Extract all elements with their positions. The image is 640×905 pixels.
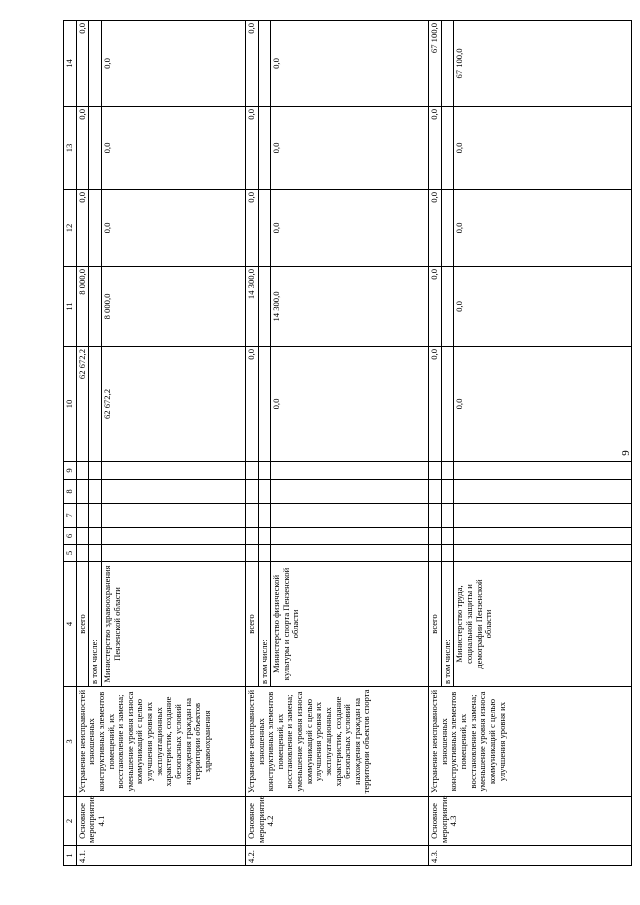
value-cell: 0,0 <box>101 21 245 107</box>
value-cell <box>245 528 258 545</box>
value-cell: 62 672,2 <box>101 347 245 462</box>
value-cell: 0,0 <box>101 190 245 267</box>
value-cell <box>271 528 429 545</box>
value-cell <box>454 504 632 528</box>
page-number: 9 <box>620 450 632 456</box>
value-cell: 0,0 <box>271 190 429 267</box>
row-number: 4.3. <box>429 846 632 866</box>
value-cell: 67 100,0 <box>429 21 442 107</box>
value-cell: 0,0 <box>454 267 632 347</box>
value-cell: 0,0 <box>271 21 429 107</box>
value-cell <box>76 545 89 562</box>
event-name: Основное мероприятие 4.1 <box>76 797 245 846</box>
value-cell <box>101 545 245 562</box>
header-cell: 2 <box>64 797 77 846</box>
value-cell <box>454 545 632 562</box>
event-description: Устранение неисправностей изношенных конструктивных элементов помещений, их восстановление и замена; уменьшение уровня износа коммуникаций с целью улучшения уровня их <box>429 687 632 797</box>
value-cell <box>245 545 258 562</box>
value-cell <box>101 504 245 528</box>
value-cell: 0,0 <box>101 107 245 190</box>
program-table <box>63 20 632 866</box>
total-label: всего <box>429 562 442 687</box>
header-cell: 1 <box>64 846 77 866</box>
header-cell: 6 <box>64 528 77 545</box>
value-cell: 0,0 <box>454 190 632 267</box>
value-cell: 0,0 <box>429 190 442 267</box>
value-cell <box>245 480 258 504</box>
value-cell <box>76 504 89 528</box>
value-cell: 0,0 <box>429 347 442 462</box>
value-cell: 14 300,0 <box>271 267 429 347</box>
value-cell: 8 000,0 <box>76 267 89 347</box>
row-number: 4.1. <box>76 846 245 866</box>
event-description: Устранение неисправностей изношенных конструктивных элементов помещений, их восстановление и замена; уменьшение уровня износа коммуникаций с целью улучшения уровня их эксплуатационных характеристик, создание безопасных условий нахождения граждан на территории объектов здравоохранения <box>76 687 245 797</box>
row-number: 4.2. <box>245 846 428 866</box>
event-description: Устранение неисправностей изношенных конструктивных элементов помещений, их восстановление и замена; уменьшение уровня износа коммуникаций с целью улучшения уровня их эксплуатационных характеристик, создание безопасных условий нахождения граждан на территории объектов спорта <box>245 687 428 797</box>
value-cell: 14 300,0 <box>245 267 258 347</box>
value-cell: 0,0 <box>76 21 89 107</box>
value-cell: 0,0 <box>429 267 442 347</box>
value-cell <box>454 528 632 545</box>
value-cell <box>429 528 442 545</box>
value-cell: 0,0 <box>245 21 258 107</box>
incl-label: в том числе: <box>441 562 454 687</box>
value-cell: 67 100,0 <box>454 21 632 107</box>
incl-label: в том числе: <box>89 562 102 687</box>
table-row-total <box>245 21 258 866</box>
total-label: всего <box>76 562 89 687</box>
value-cell <box>271 480 429 504</box>
value-cell: 0,0 <box>245 190 258 267</box>
value-cell <box>76 480 89 504</box>
value-cell: 0,0 <box>429 107 442 190</box>
header-cell: 3 <box>64 687 77 797</box>
value-cell <box>101 462 245 480</box>
header-cell: 9 <box>64 462 77 480</box>
value-cell <box>271 545 429 562</box>
header-cell: 5 <box>64 545 77 562</box>
table-row-total <box>429 21 442 866</box>
value-cell <box>245 504 258 528</box>
value-cell: 0,0 <box>76 190 89 267</box>
value-cell: 0,0 <box>245 107 258 190</box>
value-cell: 0,0 <box>245 347 258 462</box>
value-cell: 0,0 <box>454 347 632 462</box>
executor-name: Министерство физической культуры и спорта Пензенской области <box>271 562 429 687</box>
header-cell: 8 <box>64 480 77 504</box>
value-cell: 8 000,0 <box>101 267 245 347</box>
header-cell: 14 <box>64 21 77 107</box>
header-row <box>64 21 77 866</box>
header-cell: 7 <box>64 504 77 528</box>
rotated-table-container <box>63 21 573 866</box>
value-cell: 0,0 <box>271 347 429 462</box>
value-cell <box>76 462 89 480</box>
value-cell <box>271 462 429 480</box>
value-cell <box>429 480 442 504</box>
executor-name: Министерство здравоохранения Пензенской области <box>101 562 245 687</box>
header-cell: 12 <box>64 190 77 267</box>
value-cell <box>245 462 258 480</box>
event-name: Основное мероприятие 4.3 <box>429 797 632 846</box>
value-cell: 0,0 <box>454 107 632 190</box>
value-cell <box>429 504 442 528</box>
value-cell <box>76 528 89 545</box>
value-cell <box>271 504 429 528</box>
value-cell: 0,0 <box>271 107 429 190</box>
event-name: Основное мероприятие 4.2 <box>245 797 428 846</box>
value-cell <box>101 480 245 504</box>
value-cell <box>454 462 632 480</box>
total-label: всего <box>245 562 258 687</box>
header-cell: 10 <box>64 347 77 462</box>
header-cell: 13 <box>64 107 77 190</box>
header-cell: 11 <box>64 267 77 347</box>
value-cell <box>101 528 245 545</box>
value-cell: 0,0 <box>76 107 89 190</box>
table-row-total <box>76 21 89 866</box>
value-cell <box>429 462 442 480</box>
value-cell: 62 672,2 <box>76 347 89 462</box>
value-cell <box>454 480 632 504</box>
executor-name: Министерство труда, социальной защиты и демографии Пензенской области <box>454 562 632 687</box>
incl-label: в том числе: <box>258 562 271 687</box>
header-cell: 4 <box>64 562 77 687</box>
value-cell <box>429 545 442 562</box>
